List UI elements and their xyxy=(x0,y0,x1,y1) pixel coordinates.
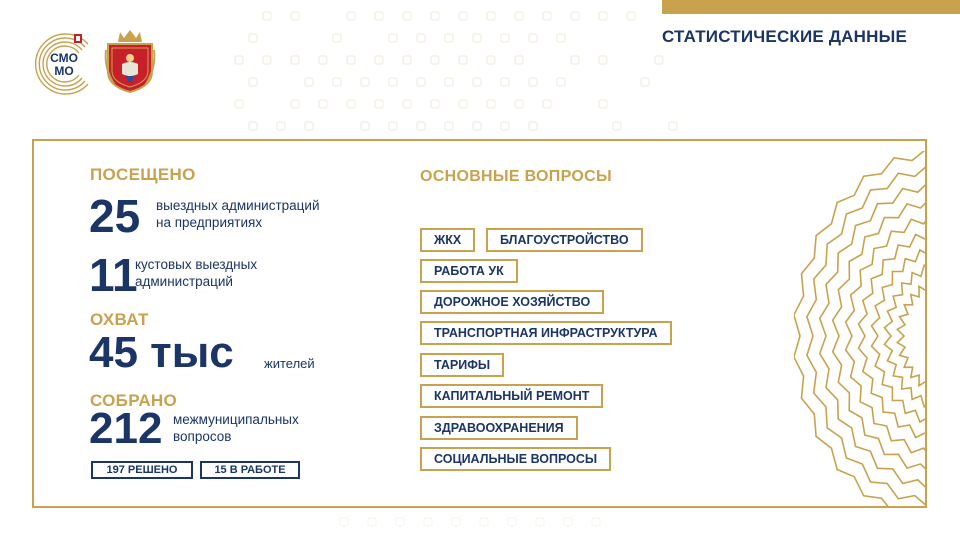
pattern-square xyxy=(529,122,537,130)
svg-text:МО: МО xyxy=(54,64,74,78)
collected-label: СОБРАНО xyxy=(90,391,178,410)
pattern-square xyxy=(249,34,257,42)
pattern-square xyxy=(459,56,467,64)
pattern-square xyxy=(375,12,383,20)
pattern-square xyxy=(655,56,663,64)
background-pattern xyxy=(225,0,685,140)
pattern-square xyxy=(305,78,313,86)
pattern-square xyxy=(571,12,579,20)
pattern-square xyxy=(487,12,495,20)
pattern-square xyxy=(235,100,243,108)
pattern-square xyxy=(431,56,439,64)
pattern-square xyxy=(291,100,299,108)
pattern-square xyxy=(396,518,404,526)
question-item: ТАРИФЫ xyxy=(420,353,504,377)
pattern-square xyxy=(445,122,453,130)
swirl-line xyxy=(872,245,928,426)
coverage-desc: жителей xyxy=(264,356,315,371)
collected-count: 212 xyxy=(89,404,163,453)
pattern-square xyxy=(249,78,257,86)
pattern-square xyxy=(347,12,355,20)
coverage-value: 45 тыс xyxy=(89,328,234,377)
pattern-square xyxy=(375,100,383,108)
pattern-square xyxy=(424,518,432,526)
pattern-square xyxy=(277,122,285,130)
pattern-square xyxy=(403,100,411,108)
in-progress-badge: 15 В РАБОТЕ xyxy=(200,461,300,479)
collected-desc-1: межмуниципальных xyxy=(173,412,299,427)
pattern-square xyxy=(305,122,313,130)
pattern-square xyxy=(291,12,299,20)
pattern-square xyxy=(501,78,509,86)
stats-panel xyxy=(32,139,927,508)
pattern-square xyxy=(445,78,453,86)
pattern-square xyxy=(473,34,481,42)
collected-desc-2: вопросов xyxy=(173,429,232,444)
pattern-square xyxy=(291,56,299,64)
pattern-square xyxy=(459,12,467,20)
question-item: ЖКХ xyxy=(420,228,475,252)
coverage-label: ОХВАТ xyxy=(90,310,149,329)
pattern-square xyxy=(319,100,327,108)
visited-desc-2: на предприятиях xyxy=(156,215,263,230)
pattern-square xyxy=(375,56,383,64)
cluster-count: 11 xyxy=(89,249,138,301)
pattern-square xyxy=(529,78,537,86)
pattern-square xyxy=(319,56,327,64)
pattern-square xyxy=(263,12,271,20)
pattern-square xyxy=(487,100,495,108)
pattern-square xyxy=(473,78,481,86)
visited-count: 25 xyxy=(89,190,141,242)
visited-label: ПОСЕЩЕНО xyxy=(90,165,196,184)
pattern-square xyxy=(417,34,425,42)
pattern-square xyxy=(445,34,453,42)
pattern-square xyxy=(529,34,537,42)
question-item: РАБОТА УК xyxy=(420,259,518,283)
pattern-square xyxy=(571,56,579,64)
pattern-square xyxy=(501,122,509,130)
page-title: СТАТИСТИЧЕСКИЕ ДАННЫЕ xyxy=(662,27,907,46)
pattern-square xyxy=(347,100,355,108)
pattern-square xyxy=(613,122,621,130)
pattern-square xyxy=(389,34,397,42)
pattern-square xyxy=(564,518,572,526)
swirl-line xyxy=(859,229,928,443)
pattern-square xyxy=(361,122,369,130)
pattern-square xyxy=(459,100,467,108)
cluster-desc-2: администраций xyxy=(135,274,233,289)
pattern-square xyxy=(333,34,341,42)
pattern-square xyxy=(641,78,649,86)
pattern-square xyxy=(536,518,544,526)
pattern-square xyxy=(599,12,607,20)
swirl-line xyxy=(884,262,927,411)
pattern-square xyxy=(249,122,257,130)
top-accent-bar xyxy=(662,0,960,14)
pattern-square xyxy=(487,56,495,64)
moscow-oblast-coat-of-arms-icon xyxy=(104,28,156,94)
pattern-square xyxy=(452,518,460,526)
pattern-square xyxy=(508,518,516,526)
smo-logo xyxy=(28,28,100,100)
question-item: СОЦИАЛЬНЫЕ ВОПРОСЫ xyxy=(420,447,611,471)
questions-title: ОСНОВНЫЕ ВОПРОСЫ xyxy=(420,168,612,185)
question-item: ДОРОЖНОЕ ХОЗЯЙСТВО xyxy=(420,290,604,314)
bottom-pattern xyxy=(330,512,630,532)
swirl-line xyxy=(820,181,927,492)
pattern-square xyxy=(557,34,565,42)
cluster-desc-1: кустовых выездных xyxy=(135,257,258,272)
pattern-square xyxy=(515,12,523,20)
pattern-square xyxy=(417,78,425,86)
pattern-square xyxy=(501,34,509,42)
visited-desc-1: выездных администраций xyxy=(156,198,320,213)
pattern-square xyxy=(389,78,397,86)
solved-badge: 197 РЕШЕНО xyxy=(91,461,193,479)
question-item: ЗДРАВООХРАНЕНИЯ xyxy=(420,416,578,440)
pattern-square xyxy=(417,122,425,130)
pattern-square xyxy=(515,100,523,108)
pattern-square xyxy=(347,56,355,64)
decorative-swirl xyxy=(794,151,927,508)
question-item: ТРАНСПОРТНАЯ ИНФРАСТРУКТУРА xyxy=(420,321,672,345)
pattern-square xyxy=(235,56,243,64)
pattern-square xyxy=(592,518,600,526)
pattern-square xyxy=(389,122,397,130)
svg-text:СМО: СМО xyxy=(50,51,78,65)
question-item: БЛАГОУСТРОЙСТВО xyxy=(486,228,643,252)
pattern-square xyxy=(403,56,411,64)
pattern-square xyxy=(333,78,341,86)
swirl-line xyxy=(807,165,927,508)
pattern-square xyxy=(627,12,635,20)
pattern-square xyxy=(340,518,348,526)
pattern-square xyxy=(263,56,271,64)
pattern-square xyxy=(431,100,439,108)
pattern-square xyxy=(543,12,551,20)
pattern-square xyxy=(403,12,411,20)
pattern-square xyxy=(599,100,607,108)
pattern-square xyxy=(557,78,565,86)
pattern-square xyxy=(473,122,481,130)
pattern-square xyxy=(361,78,369,86)
pattern-square xyxy=(368,518,376,526)
pattern-square xyxy=(543,100,551,108)
pattern-square xyxy=(669,122,677,130)
swirl-line xyxy=(846,213,927,459)
pattern-square xyxy=(599,56,607,64)
pattern-square xyxy=(480,518,488,526)
question-item: КАПИТАЛЬНЫЙ РЕМОНТ xyxy=(420,384,603,408)
pattern-square xyxy=(515,56,523,64)
pattern-square xyxy=(431,12,439,20)
